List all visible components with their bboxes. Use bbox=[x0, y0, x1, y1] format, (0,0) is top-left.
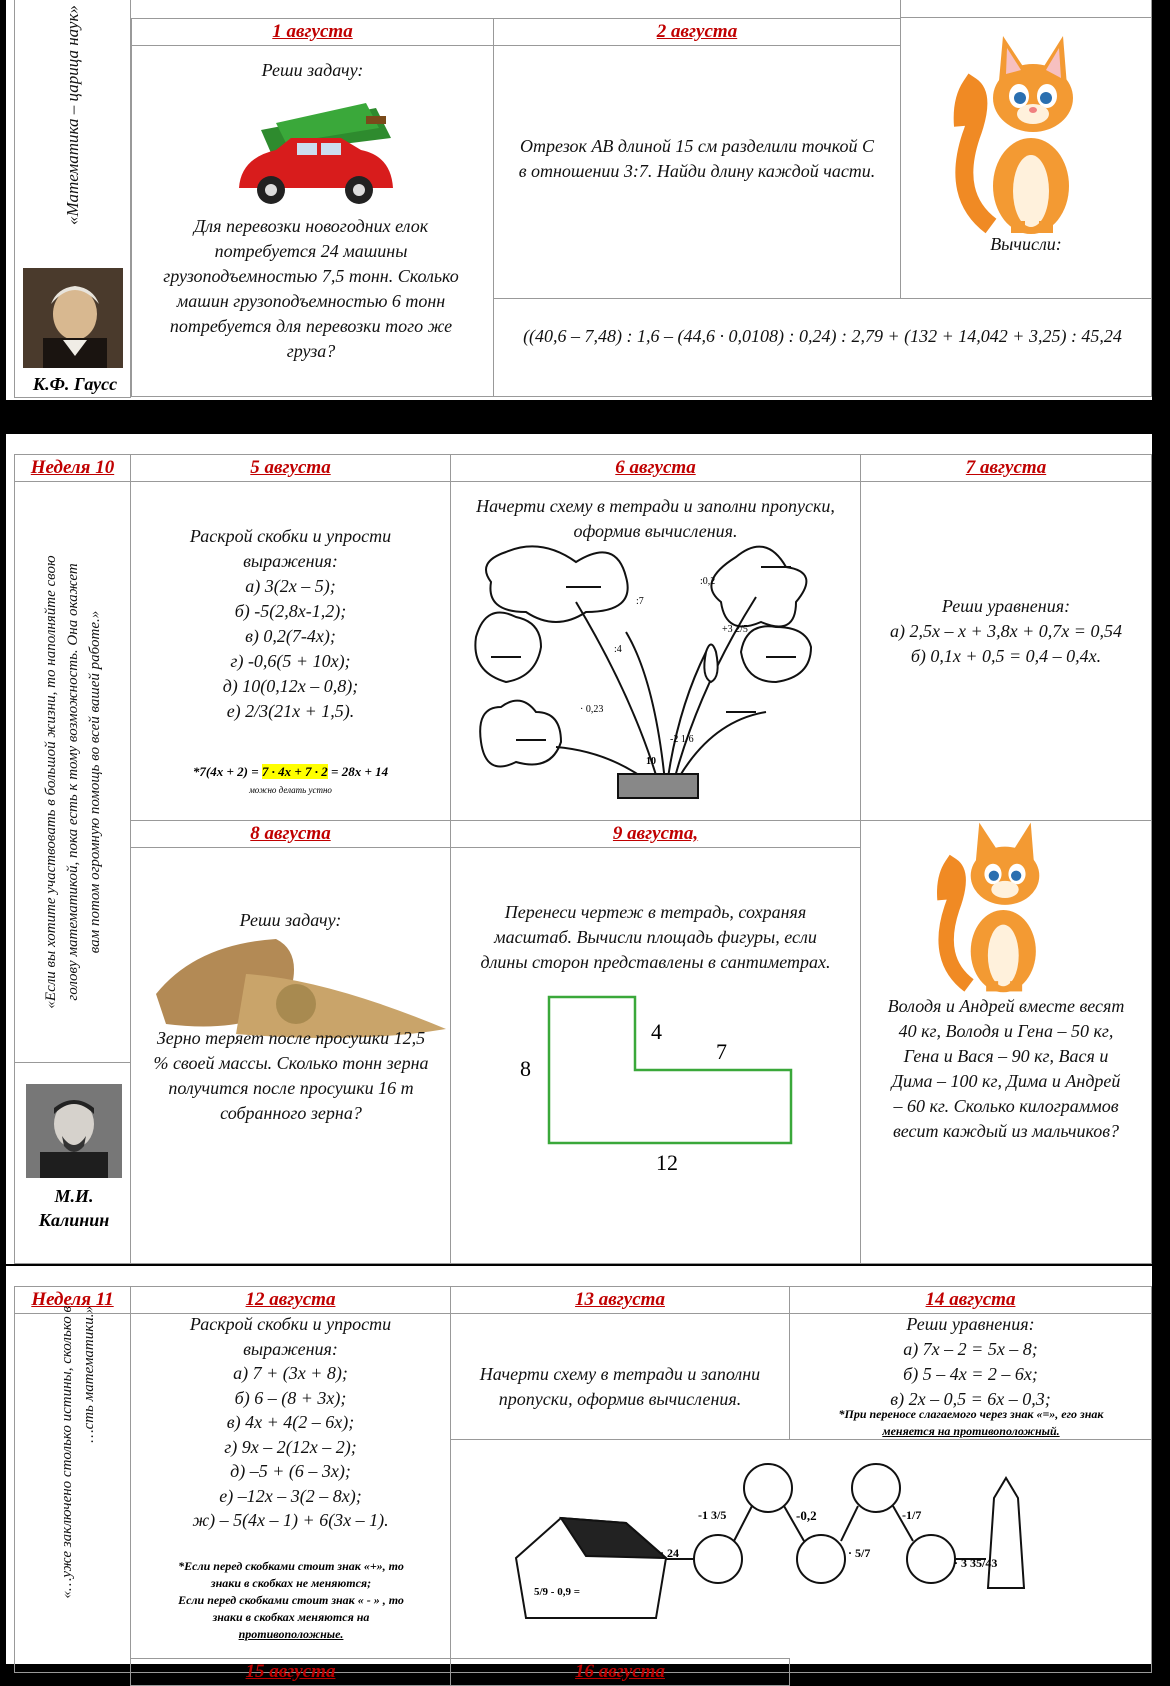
aug5-example-note: можно делать устно bbox=[249, 785, 332, 795]
date-aug2: 2 августа bbox=[493, 18, 901, 46]
flower-label-6: -2 1/6 bbox=[670, 734, 694, 745]
cat-image bbox=[951, 26, 1101, 236]
aug1-task: Реши задачу: bbox=[261, 60, 364, 80]
chain-label-4: · 5/7 bbox=[848, 1546, 871, 1560]
chain-diagram bbox=[506, 1438, 1066, 1618]
chain-label-6: · 3 35/43 bbox=[954, 1556, 998, 1570]
week11-panel bbox=[6, 1266, 1152, 1682]
dim-8: 8 bbox=[520, 1056, 531, 1081]
flower-label-3: +3 2/5 bbox=[722, 624, 748, 635]
dim-7: 7 bbox=[716, 1039, 727, 1064]
aug6-task: Начерти схему в тетради и заполни пропуски, оформив вычисления. bbox=[476, 496, 835, 541]
chain-label-2: -1 3/5 bbox=[698, 1508, 727, 1522]
vertical-quote: «Математика – царица наук» bbox=[63, 5, 82, 225]
top-header-right bbox=[900, 0, 1152, 18]
dim-4: 4 bbox=[651, 1019, 662, 1044]
week11-title: Неделя 11 bbox=[14, 1286, 131, 1314]
aug1-problem: Для перевозки новогодних елок потребуется 24 машины грузоподъемностью 7,5 тонн. Сколько машин грузоподъемностью 6 тонн потребуется для перевозки того же груза? bbox=[163, 216, 459, 361]
kalinin-portrait bbox=[26, 1084, 122, 1178]
flower-diagram bbox=[466, 542, 856, 812]
date-aug14: 14 августа bbox=[789, 1286, 1152, 1314]
dim-12: 12 bbox=[656, 1150, 678, 1175]
kalinin-caption: М.И. Калинин bbox=[38, 1186, 110, 1230]
car-tree-image bbox=[231, 88, 401, 208]
flower-label-7: 10 bbox=[646, 756, 656, 767]
date-aug13: 13 августа bbox=[450, 1286, 790, 1314]
chain-label-3: -0,2 bbox=[796, 1508, 817, 1523]
gauss-portrait bbox=[23, 268, 123, 368]
date-aug12: 12 августа bbox=[130, 1286, 451, 1314]
gauss-caption: К.Ф. Гаусс bbox=[32, 374, 118, 394]
top-panel bbox=[6, 0, 1152, 400]
aug12-note: *Если перед скобками стоит знак «+», то знаки в скобках не меняются; Если перед скобками стоит знак « - » , то знаки в скобках меняются на противоположные. bbox=[178, 1559, 404, 1641]
week11-vertical-quote: «…уже заключено столько истины, сколько в …сть математики.» bbox=[59, 1306, 97, 1599]
date-aug16: 16 августа bbox=[450, 1658, 790, 1686]
flower-label-4: :4 bbox=[614, 644, 622, 655]
aug2-problem: Отрезок АВ длиной 15 см разделили точкой С в отношении 3:7. Найди длину каждой части. bbox=[518, 136, 876, 181]
calc-label: Вычисли: bbox=[990, 234, 1062, 254]
date-aug1: 1 августа bbox=[131, 18, 494, 46]
aug14-note: *При переносе слагаемого через знак «=», его знак меняется на противоположный. bbox=[838, 1407, 1104, 1438]
week10-title: Неделя 10 bbox=[14, 454, 131, 482]
chain-label-5: -1/7 bbox=[902, 1508, 922, 1522]
aug7-task: Реши уравнения: а) 2,5х – х + 3,8х + 0,7х = 0,54 б) 0,1х + 0,5 = 0,4 – 0,4х. bbox=[890, 596, 1122, 666]
aug14-task: Реши уравнения: а) 7х – 2 = 5х – 8; б) 5 – 4х = 2 – 6х; в) 2х – 0,5 = 6х – 0,3; bbox=[890, 1314, 1051, 1409]
aug5-task: Раскрой скобки и упрости выражения: а) 3(2х – 5); б) -5(2,8х-1,2); в) 0,2(7-4х); г) -0,6(5 + 10х); д) 10(0,12х – 0,8); е) 2/3(21х + 1,5). bbox=[189, 526, 392, 721]
flower-label-2: :7 bbox=[636, 596, 644, 607]
date-aug7: 7 августа bbox=[860, 454, 1152, 482]
cat-image-2 bbox=[934, 814, 1064, 994]
aug8-task: Реши задачу: bbox=[239, 910, 342, 930]
l-shape-figure bbox=[541, 989, 801, 1149]
calc-expression: ((40,6 – 7,48) : 1,6 – (44,6 · 0,0108) : 0,24) : 2,79 + (132 + 14,042 + 3,25) : 45,24 bbox=[523, 326, 1122, 346]
week10-vertical-quote: «Если вы хотите участвовать в большой жизни, то наполняйте свою голову математикой, пока есть к тому возможность. Она окажет вам потом огромную помощь во всей вашей работе.» bbox=[43, 555, 103, 1009]
date-aug9: 9 августа, bbox=[450, 820, 861, 848]
chain-label-1: · 24 bbox=[660, 1546, 680, 1560]
flower-label-5: · 0,23 bbox=[580, 704, 604, 715]
date-aug8: 8 августа bbox=[130, 820, 451, 848]
aug13-task: Начерти схему в тетради и заполни пропуски, оформив вычисления. bbox=[479, 1364, 761, 1409]
chain-label-7: 5/9 - 0,9 = bbox=[534, 1586, 580, 1598]
boys-problem: Володя и Андрей вместе весят 40 кг, Володя и Гена – 50 кг, Гена и Вася – 90 кг, Вася и Дима – 100 кг, Дима и Андрей – 60 кг. Сколько килограммов весит каждый из мальчиков? bbox=[887, 996, 1125, 1141]
date-aug5: 5 августа bbox=[130, 454, 451, 482]
aug9-task: Перенеси чертеж в тетрадь, сохраняя масштаб. Вычисли площадь фигуры, если длины сторон представлены в сантиметрах. bbox=[480, 902, 831, 972]
flower-label-1: :0,2 bbox=[700, 576, 716, 587]
aug8-problem: Зерно теряет после просушки 12,5 % своей массы. Сколько тонн зерна получится после просушки 16 т собранного зерна? bbox=[153, 1028, 429, 1123]
date-aug15: 15 августа bbox=[130, 1658, 451, 1686]
week10-panel bbox=[6, 434, 1152, 1264]
aug5-example: *7(4х + 2) = 7 · 4х + 7 · 2 = 28х + 14 bbox=[192, 764, 389, 779]
date-aug6: 6 августа bbox=[450, 454, 861, 482]
aug12-task: Раскрой скобки и упрости выражения: а) 7 + (3х + 8); б) 6 – (8 + 3х); в) 4х + 4(2 – 6х); г) 9х – 2(12х – 2); д) –5 + (6 – 3х); е) –12х – 3(2 – 8х); ж) – 5(4х – 1) + 6(3х – 1). bbox=[189, 1314, 392, 1530]
